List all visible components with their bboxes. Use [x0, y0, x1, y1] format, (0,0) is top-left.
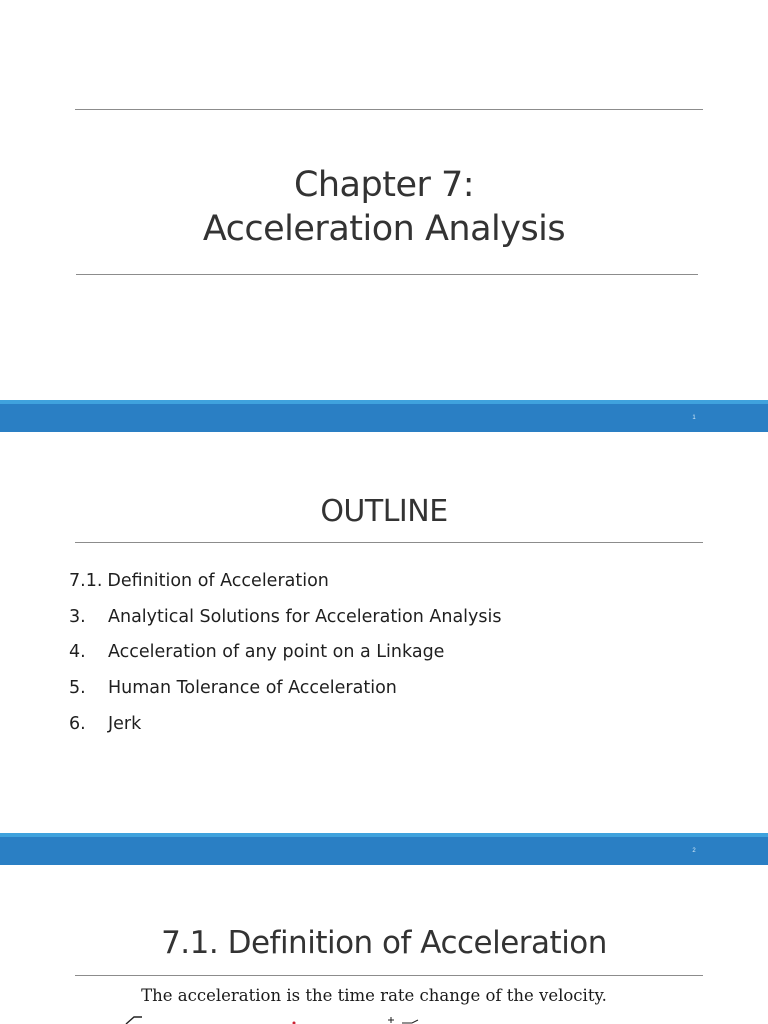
slide-footer-bar	[0, 400, 768, 432]
chapter-title	[0, 163, 768, 251]
outline-item-number: 6.	[69, 713, 86, 734]
outline-item	[69, 569, 502, 605]
equation-fragment	[388, 1017, 418, 1023]
outline-item-label: Analytical Solutions for Acceleration Analysis	[108, 606, 502, 627]
outline-item-label: Acceleration of any point on a Linkage	[108, 642, 445, 663]
slide-number: 2	[692, 848, 696, 854]
section-rule	[75, 975, 703, 976]
outline-list	[69, 569, 502, 747]
outline-item	[69, 605, 502, 641]
outline-title: OUTLINE	[320, 494, 448, 529]
slide-number: 1	[692, 415, 696, 421]
outline-rule	[75, 542, 703, 543]
title-rule-top	[75, 109, 703, 110]
title-rule-bottom	[76, 274, 698, 275]
outline-item-number: 4.	[69, 642, 86, 663]
slide-3	[0, 865, 768, 1024]
chapter-title-line1: Chapter 7:	[293, 165, 475, 205]
outline-item-label: Jerk	[108, 713, 142, 734]
section-title: 7.1. Definition of Acceleration	[161, 925, 607, 961]
outline-item	[69, 676, 502, 712]
definition-text: The acceleration is the time rate change of the velocity.	[141, 986, 607, 1005]
summation-fragment	[126, 1017, 142, 1024]
cropped-equation	[120, 1014, 460, 1024]
slide-footer-bar	[0, 833, 768, 865]
outline-item-number: 3.	[69, 606, 86, 627]
outline-item-label: Human Tolerance of Acceleration	[108, 678, 397, 699]
outline-item-number: 7.1.	[69, 571, 103, 591]
outline-item	[69, 640, 502, 676]
slide-1	[0, 0, 768, 432]
chapter-title-line2: Acceleration Analysis	[202, 209, 566, 249]
outline-item	[69, 712, 502, 748]
outline-item-number: 5.	[69, 678, 86, 699]
outline-item-label: Definition of Acceleration	[107, 571, 329, 591]
